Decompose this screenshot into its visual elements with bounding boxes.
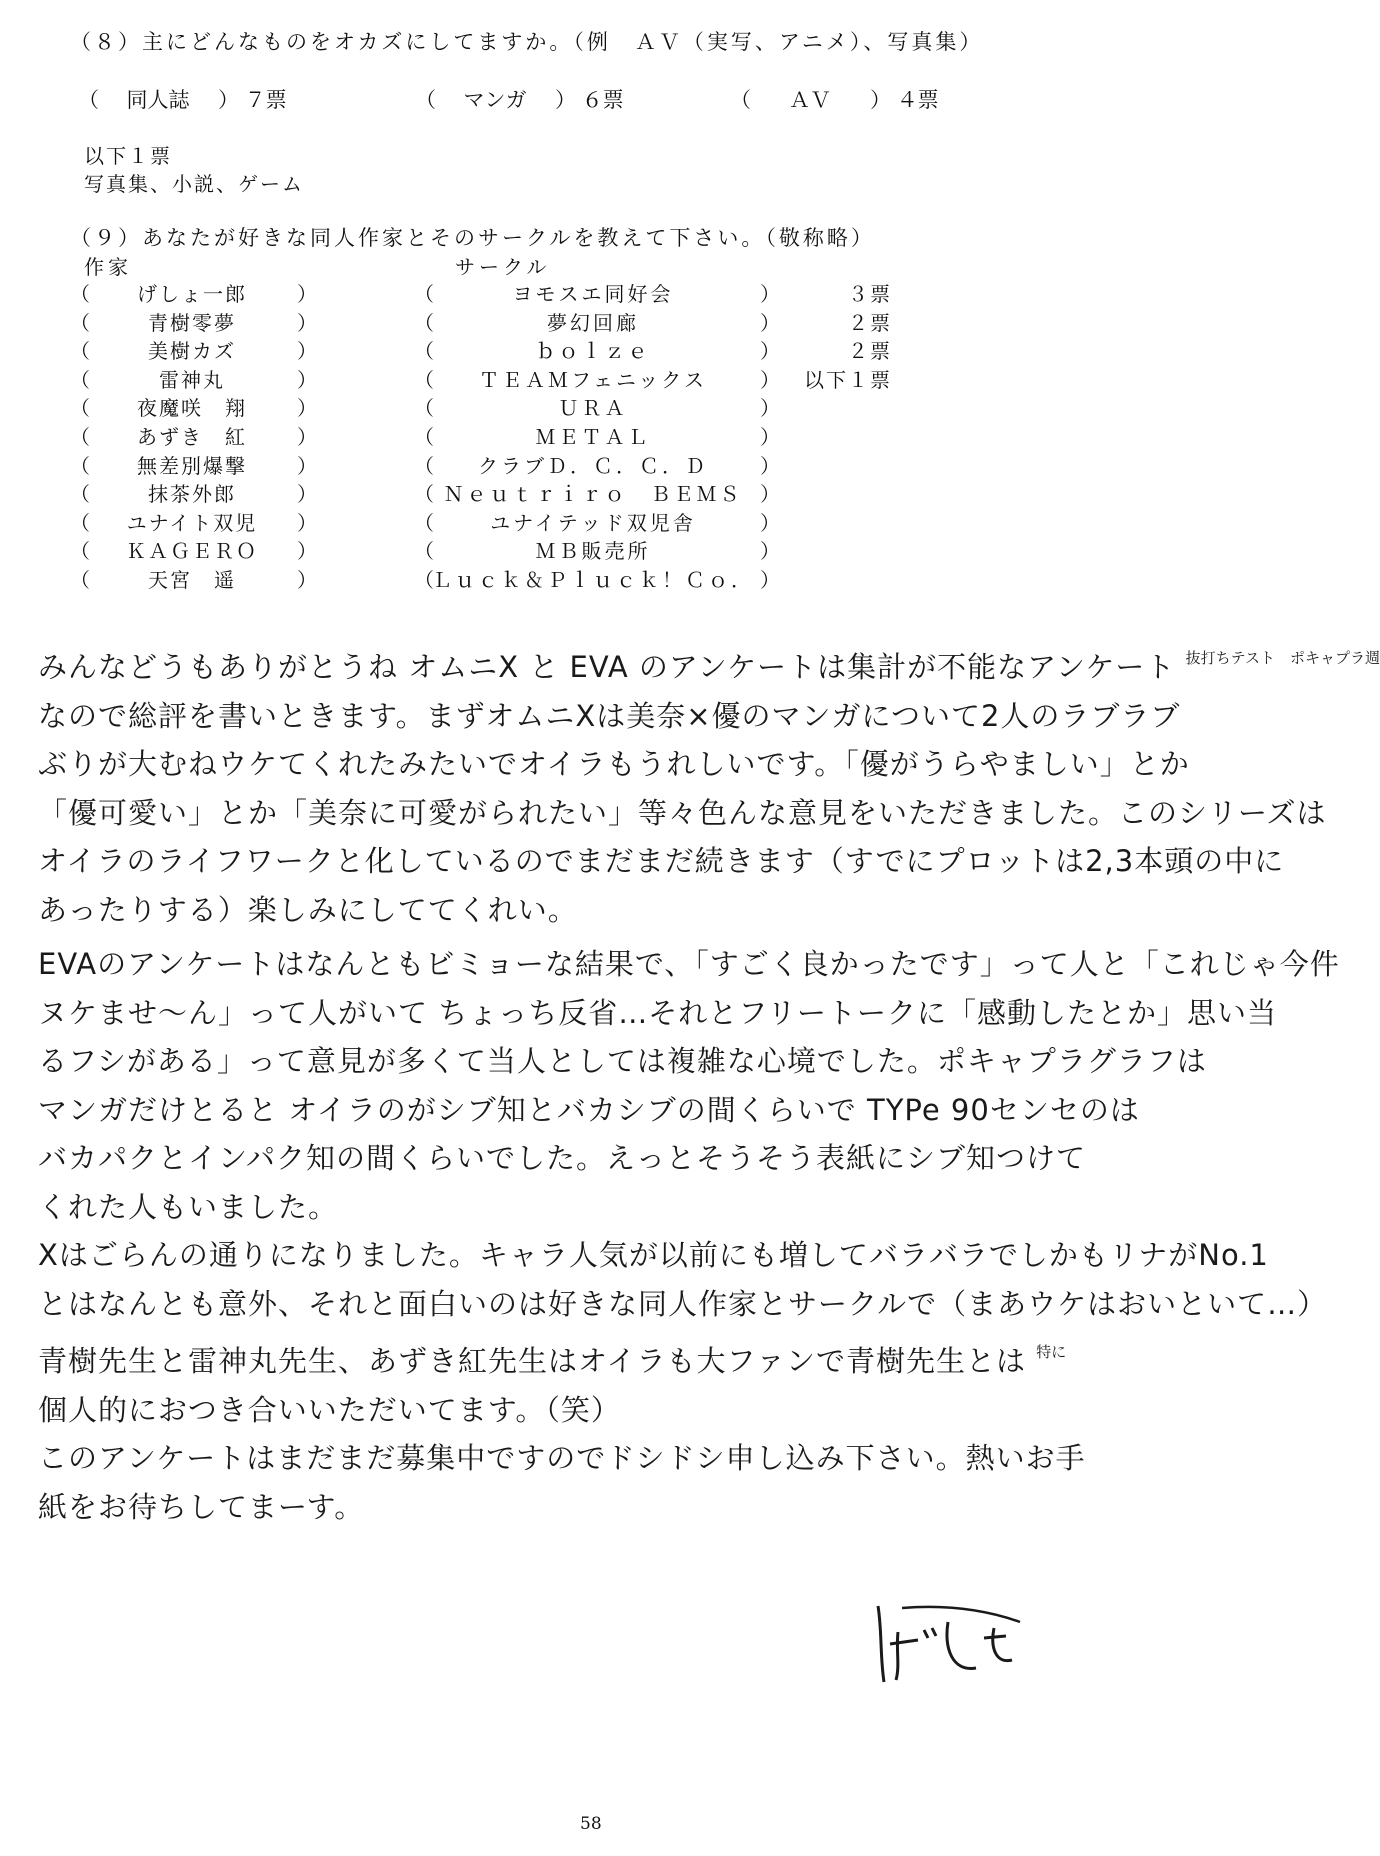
paren-open: （ <box>414 339 434 364</box>
paren-close: ） <box>297 482 317 507</box>
note-line: Xはごらんの通りになりました。キャラ人気が以前にも増してバラバラでしかもリナがNo.1 <box>38 1238 1269 1272</box>
paren-close: ） <box>297 510 317 535</box>
table-row <box>0 278 1200 307</box>
paren-close: ） <box>760 567 780 592</box>
paren-open: （ <box>414 424 434 449</box>
note-line: バカパクとインパク知の間くらいでした。えっとそうそう表紙にシブ知つけて <box>38 1141 1086 1175</box>
paren-open: （ <box>414 453 434 478</box>
table-row <box>0 450 1200 479</box>
note-line: とはなんとも意外、それと面白いのは好きな同人作家とサークルで（まあウケはおいといて…） <box>38 1286 1328 1321</box>
paren-close: ） <box>297 282 317 306</box>
note-line: オイラのライフワークと化しているのでまだまだ続きます（すでにプロットは2,3本頭の中に <box>38 844 1285 878</box>
column-header-circle: サークル <box>455 255 551 279</box>
paren-open: （ <box>414 367 434 392</box>
author-name: 美樹カズ <box>148 339 236 364</box>
circle-name: ＵＲＡ <box>558 396 628 421</box>
paren-close: ） <box>760 282 780 306</box>
paren-close: ） <box>760 339 780 364</box>
paren-open: （ <box>414 396 434 421</box>
paren-close: ） <box>297 367 317 392</box>
paren-close: ） <box>760 539 780 564</box>
paren-close: ） <box>760 424 780 449</box>
paren-open: （ <box>70 367 90 392</box>
paren-open: （ <box>414 510 434 535</box>
circle-name: ＴＥＡＭフェニックス <box>479 367 707 392</box>
table-row <box>0 364 1200 393</box>
note-line: マンガだけとると オイラのがシブ知とバカシブの間くらいで TYPe 90センセのは <box>38 1092 1140 1127</box>
paren-close: ） <box>297 453 317 478</box>
column-header-author: 作家 <box>84 255 132 279</box>
paren-open: （ <box>70 567 90 592</box>
note-line: なので総評を書いときます。まずオムニXは美奈×優のマンガについて2人のラブラブ <box>38 698 1181 733</box>
note-line: 「優可愛い」とか「美奈に可愛がられたい」等々色んな意見をいただきました。このシリーズは <box>38 795 1327 830</box>
author-name: 雷神丸 <box>159 367 225 392</box>
paren-open: （ <box>70 396 90 421</box>
vote-item <box>730 84 939 114</box>
vote-count: ２票 <box>848 310 892 335</box>
note-text: みんなどうもありがとうね オムニX と EVA のアンケートは集計が不能なアンケート <box>38 650 1176 684</box>
note-line: このアンケートはまだまだ募集中ですのでドシドシ申し込み下さい。熱いお手 <box>38 1441 1086 1475</box>
misc-votes-label: 以下１票 <box>84 144 172 168</box>
question-8-title: （８）主にどんなものをオカズにしてますか。（例 ＡＶ（実写、アニメ）、写真集） <box>70 30 984 54</box>
paren-close: ） <box>297 567 317 592</box>
note-annotation: 特に <box>1036 1343 1067 1361</box>
paren-open: （ <box>414 567 434 592</box>
paren-open: （ <box>730 88 751 112</box>
vote-item <box>78 84 287 114</box>
author-name: 抹茶外郎 <box>148 482 236 507</box>
paren-close: ） <box>870 88 891 112</box>
vote-count: 以下１票 <box>804 367 892 392</box>
paren-close: ） <box>760 396 780 421</box>
paren-close: ） <box>297 339 317 364</box>
note-line: ぶりが大むねウケてくれたみたいでオイラもうれしいです。「優がうらやましい」とか <box>38 747 1190 781</box>
paren-open: （ <box>70 424 90 449</box>
table-row <box>0 507 1200 536</box>
note-text: 青樹先生と雷神丸先生、あずき紅先生はオイラも大ファンで青樹先生とは <box>38 1344 1026 1378</box>
vote-count: ３票 <box>848 282 892 306</box>
note-line: EVAのアンケートはなんともビミョーな結果で、「すごく良かったです」って人と「これじゃ今件 <box>38 947 1340 981</box>
note-line: くれた人もいました。 <box>38 1189 339 1224</box>
circle-name: ヨモスエ同好会 <box>512 282 674 306</box>
paren-close: ） <box>218 88 239 112</box>
vote-count: ６票 <box>581 88 624 112</box>
paren-open: （ <box>70 482 90 507</box>
table-row <box>0 335 1200 364</box>
paren-open: （ <box>78 88 99 112</box>
paren-open: （ <box>414 539 434 564</box>
circle-name: ｂｏｌｚｅ <box>535 339 651 364</box>
circle-name: ユナイテッド双児舎 <box>490 510 696 535</box>
table-row <box>0 564 1200 593</box>
note-line: るフシがある」って意見が多くて当人としては複雑な心境でした。ポキャプラグラフは <box>38 1044 1207 1078</box>
paren-open: （ <box>70 339 90 364</box>
paren-open: （ <box>414 282 434 306</box>
note-line: 紙をお待ちしてまーす。 <box>38 1489 365 1524</box>
ranking-table <box>0 278 1200 593</box>
table-row <box>0 307 1200 336</box>
question-8-votes <box>0 84 1200 114</box>
circle-name: ＭＥＴＡＬ <box>535 424 651 449</box>
paren-close: ） <box>760 310 780 335</box>
author-name: ＫＡＧＥＲＯ <box>126 539 258 564</box>
paren-close: ） <box>760 510 780 535</box>
paren-open: （ <box>414 482 434 507</box>
paren-close: ） <box>555 88 576 112</box>
note-line <box>38 1328 1168 1386</box>
paren-open: （ <box>415 88 436 112</box>
vote-count: ４票 <box>896 88 939 112</box>
author-name: ユナイト双児 <box>126 510 258 535</box>
author-name: 青樹零夢 <box>148 310 236 335</box>
table-row <box>0 478 1200 507</box>
table-row <box>0 421 1200 450</box>
circle-name: Ｌｕｃｋ＆Ｐｌｕｃｋ！Ｃｏ． <box>432 567 754 592</box>
misc-votes-items: 写真集、小説、ゲーム <box>84 172 304 196</box>
circle-name: ＭＢ販売所 <box>535 539 651 564</box>
author-name: 夜魔咲 翔 <box>137 396 247 421</box>
paren-close: ） <box>297 396 317 421</box>
table-row <box>0 392 1200 421</box>
question-9-title: （９）あなたが好きな同人作家とそのサークルを教えて下さい。（敬称略） <box>70 226 875 250</box>
author-name: 無差別爆撃 <box>137 453 247 478</box>
vote-item <box>415 84 624 114</box>
note-line: ヌケませ～ん」って人がいて ちょっち反省…それとフリートークに「感動したとか」思い当 <box>38 995 1278 1030</box>
note-annotation: 抜打ちテスト ポキャプラ週 <box>1185 649 1380 667</box>
author-name: あずき 紅 <box>137 424 247 449</box>
note-line: あったりする）楽しみにしててくれい。 <box>38 892 578 927</box>
author-name: げしょ一郎 <box>137 282 247 306</box>
paren-close: ） <box>760 482 780 507</box>
circle-name: クラブＤ．Ｃ．Ｃ．Ｄ <box>478 453 708 478</box>
note-line <box>38 634 1380 692</box>
paren-open: （ <box>70 310 90 335</box>
vote-count: ７票 <box>244 88 287 112</box>
paren-close: ） <box>760 367 780 392</box>
paren-open: （ <box>70 282 90 306</box>
paren-open: （ <box>70 539 90 564</box>
paren-open: （ <box>414 310 434 335</box>
handwritten-note <box>38 634 1380 1531</box>
note-line: 個人的におつき合いいただいてます。（笑） <box>38 1392 621 1427</box>
paren-close: ） <box>297 424 317 449</box>
vote-name: マンガ <box>463 88 527 112</box>
circle-name: Ｎｅｕｔｒｉｒｏ ＢＥＭＳ <box>443 482 743 507</box>
vote-name: ＡＶ <box>789 88 831 112</box>
paren-close: ） <box>297 310 317 335</box>
signature <box>872 1602 1022 1686</box>
paren-open: （ <box>70 510 90 535</box>
paren-close: ） <box>760 453 780 478</box>
circle-name: 夢幻回廊 <box>547 310 639 335</box>
paren-close: ） <box>297 539 317 564</box>
page-number: 58 <box>580 1814 602 1834</box>
table-row <box>0 535 1200 564</box>
paren-open: （ <box>70 453 90 478</box>
vote-count: ２票 <box>848 339 892 364</box>
vote-name: 同人誌 <box>126 88 190 112</box>
author-name: 天宮 遥 <box>148 567 236 592</box>
